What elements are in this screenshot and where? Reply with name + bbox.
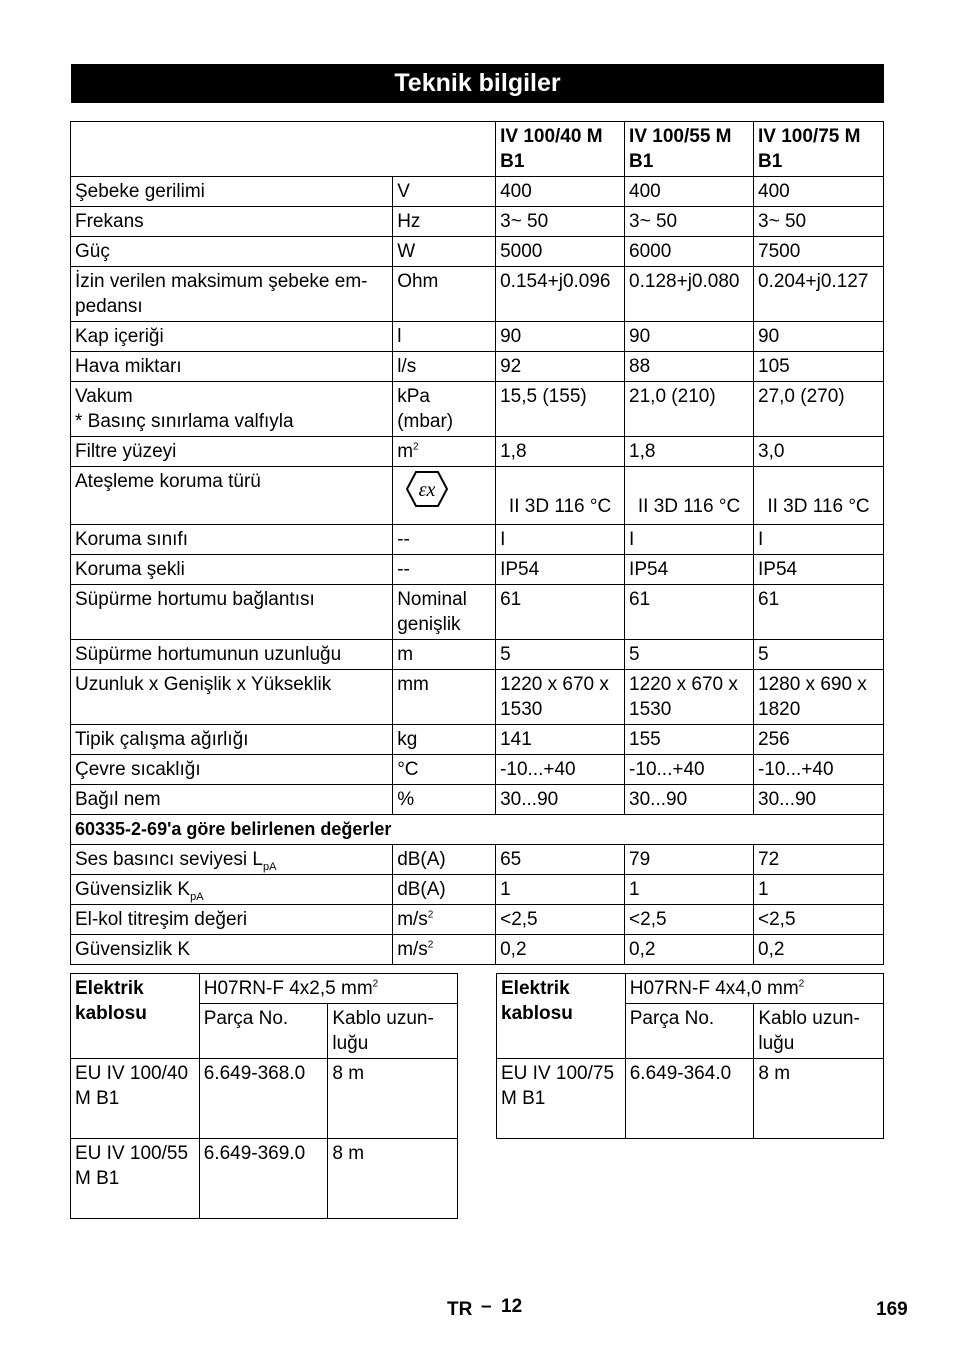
row-label: Şebeke gerilimi [71,177,393,207]
col-cable-length: Kablo uzun-luğu [328,1004,458,1059]
row-label [71,382,393,437]
table-row [71,437,884,467]
row-unit: Ohm [393,267,496,322]
row-unit: -- [393,525,496,555]
table-row [71,177,884,207]
label-text: Güvensizlik K [75,879,191,900]
footer-dash: – [481,1296,492,1317]
row-value: 3,0 [754,437,884,467]
section-title: 60335-2-69'a göre belirlenen değerler [71,815,884,845]
row-value: 400 [625,177,754,207]
col-cable-length: Kablo uzun-luğu [754,1004,884,1059]
row-value: 21,0 (210) [625,382,754,437]
row-unit: l [393,322,496,352]
row-unit: m [393,640,496,670]
unit-superscript: 2 [413,441,419,453]
row-unit: -- [393,555,496,585]
cable-type-text: H07RN-F 4x4,0 mm [629,978,799,999]
row-value: -10...+40 [754,755,884,785]
table-row [71,1059,458,1139]
row-unit: kg [393,725,496,755]
row-value: IP54 [625,555,754,585]
cable-model: EU IV 100/75 M B1 [497,1059,626,1139]
row-value: 1280 x 690 x 1820 [754,670,884,725]
row-value: 400 [754,177,884,207]
row-value: IP54 [496,555,625,585]
row-label: Güç [71,237,393,267]
row-label [71,845,393,875]
row-value: 5 [754,640,884,670]
row-value: 0,2 [496,935,625,965]
row-unit-line: genişlik [397,614,461,635]
row-label: Filtre yüzeyi [71,437,393,467]
row-value: 0,2 [625,935,754,965]
row-value: 1 [625,875,754,905]
row-unit [393,905,496,935]
cable-part-number: 6.649-364.0 [625,1059,754,1139]
row-value: IP54 [754,555,884,585]
row-label: El-kol titreşim değeri [71,905,393,935]
table-row [71,525,884,555]
row-unit: mm [393,670,496,725]
col-part-number: Parça No. [625,1004,754,1059]
cable-length: 8 m [328,1139,458,1219]
cable-type [199,974,457,1004]
row-value: <2,5 [625,905,754,935]
table-row [71,585,884,640]
table-row [71,670,884,725]
cable-header: Elektrik kablosu [71,974,200,1059]
table-row [71,237,884,267]
row-value: 5000 [496,237,625,267]
row-value: 30...90 [496,785,625,815]
row-unit: Hz [393,207,496,237]
row-value: 30...90 [754,785,884,815]
page-number: 169 [876,1299,908,1320]
row-unit-line: Nominal [397,589,467,610]
row-unit [393,382,496,437]
row-value: 79 [625,845,754,875]
row-unit [393,585,496,640]
table-header-row [71,122,884,177]
row-unit: V [393,177,496,207]
row-label [71,875,393,905]
svg-text:εx: εx [418,479,436,501]
label-text: Ses basıncı seviyesi L [75,849,263,870]
row-value: 0.204+j0.127 [754,267,884,322]
unit-superscript: 2 [427,939,434,951]
row-value: 15,5 (155) [496,382,625,437]
row-value: 3~ 50 [754,207,884,237]
table-row [71,785,884,815]
row-unit: dB(A) [393,845,496,875]
row-value: 65 [496,845,625,875]
unit-text: m/s [397,909,428,930]
row-value: 92 [496,352,625,382]
table-row [71,267,884,322]
row-value: 90 [625,322,754,352]
row-unit [393,467,496,525]
footer-section-page: 12 [501,1296,523,1317]
table-row [71,382,884,437]
row-value: 1,8 [625,437,754,467]
cable-type-row [71,974,458,1004]
row-label-line: Vakum [75,386,133,407]
unit-superscript: 2 [427,909,434,921]
row-value: II 3D 116 °C [625,467,754,525]
row-value: -10...+40 [496,755,625,785]
row-value: 0.154+j0.096 [496,267,625,322]
row-label: Koruma sınıfı [71,525,393,555]
row-value: 5 [496,640,625,670]
ex-explosion-protection-icon [405,470,449,515]
row-value: <2,5 [754,905,884,935]
unit-text: m [397,441,414,462]
row-unit: l/s [393,352,496,382]
cable-model: EU IV 100/40 M B1 [71,1059,200,1139]
cable-table-right [496,973,884,1139]
unit-text: m/s [397,939,428,960]
cable-header: Elektrik kablosu [497,974,626,1059]
row-label: Süpürme hortumu bağlantısı [71,585,393,640]
row-unit-line: (mbar) [397,411,454,432]
cable-part-number: 6.649-368.0 [199,1059,328,1139]
row-value: II 3D 116 °C [496,467,625,525]
row-value: 1,8 [496,437,625,467]
row-label: Tipik çalışma ağırlığı [71,725,393,755]
row-value: 400 [496,177,625,207]
row-value: II 3D 116 °C [754,467,884,525]
row-value: 90 [496,322,625,352]
row-value: 1 [754,875,884,905]
row-value: 61 [496,585,625,640]
row-unit [393,935,496,965]
row-label: Çevre sıcaklığı [71,755,393,785]
footer-language: TR [447,1299,473,1320]
model-header: IV 100/75 M B1 [754,122,884,177]
label-subscript: pA [190,890,204,903]
table-row [71,755,884,785]
col-part-number: Parça No. [199,1004,328,1059]
table-row [71,207,884,237]
row-value: 61 [625,585,754,640]
row-value: 5 [625,640,754,670]
table-row [71,467,884,525]
row-value: 0.128+j0.080 [625,267,754,322]
cable-length: 8 m [754,1059,884,1139]
row-value: 1220 x 670 x 1530 [625,670,754,725]
table-row [71,1139,458,1219]
row-value: 1220 x 670 x 1530 [496,670,625,725]
header-empty-cell [71,122,496,177]
cable-model: EU IV 100/55 M B1 [71,1139,200,1219]
row-value: I [625,525,754,555]
row-value: 6000 [625,237,754,267]
cable-length: 8 m [328,1059,458,1139]
row-unit: W [393,237,496,267]
row-label: Hava miktarı [71,352,393,382]
cable-part-number: 6.649-369.0 [199,1139,328,1219]
table-row [71,905,884,935]
row-value: 141 [496,725,625,755]
label-subscript: pA [262,860,277,873]
cable-type-row [497,974,884,1004]
row-value: 72 [754,845,884,875]
row-label: Bağıl nem [71,785,393,815]
row-unit-line: kPa [397,386,430,407]
technical-data-table [70,121,884,965]
row-label: Ateşleme koruma türü [71,467,393,525]
row-label: Kap içeriği [71,322,393,352]
row-value: 0,2 [754,935,884,965]
cable-table-left [70,973,458,1219]
row-value: <2,5 [496,905,625,935]
row-value: 90 [754,322,884,352]
table-row [71,555,884,585]
cable-type [625,974,883,1004]
table-row [71,845,884,875]
row-value: -10...+40 [625,755,754,785]
table-row [497,1059,884,1139]
row-label: Koruma şekli [71,555,393,585]
row-value: 30...90 [625,785,754,815]
row-value: I [754,525,884,555]
row-label: Güvensizlik K [71,935,393,965]
cable-type-superscript: 2 [372,978,379,990]
page-title: Teknik bilgiler [71,64,884,103]
row-value: 7500 [754,237,884,267]
row-value: 1 [496,875,625,905]
row-unit [393,437,496,467]
table-row [71,935,884,965]
table-row [71,640,884,670]
cable-type-text: H07RN-F 4x2,5 mm [203,978,373,999]
row-label-note: * Basınç sınırlama valfıyla [75,411,294,432]
row-unit: % [393,785,496,815]
row-value: 105 [754,352,884,382]
row-label: Frekans [71,207,393,237]
row-value: 27,0 (270) [754,382,884,437]
row-unit: dB(A) [393,875,496,905]
table-row [71,322,884,352]
model-header: IV 100/40 M B1 [496,122,625,177]
row-label: Uzunluk x Genişlik x Yükseklik [71,670,393,725]
table-row [71,875,884,905]
row-value: 256 [754,725,884,755]
model-header: IV 100/55 M B1 [625,122,754,177]
cable-type-superscript: 2 [798,978,805,990]
row-value: 155 [625,725,754,755]
row-value: 3~ 50 [625,207,754,237]
row-value: 61 [754,585,884,640]
row-value: I [496,525,625,555]
table-row [71,352,884,382]
row-value: 88 [625,352,754,382]
row-value: 3~ 50 [496,207,625,237]
table-row [71,725,884,755]
row-label: İzin verilen maksimum şebeke em-pedansı [71,267,393,322]
row-label: Süpürme hortumunun uzunluğu [71,640,393,670]
row-unit: °C [393,755,496,785]
section-header-row [71,815,884,845]
